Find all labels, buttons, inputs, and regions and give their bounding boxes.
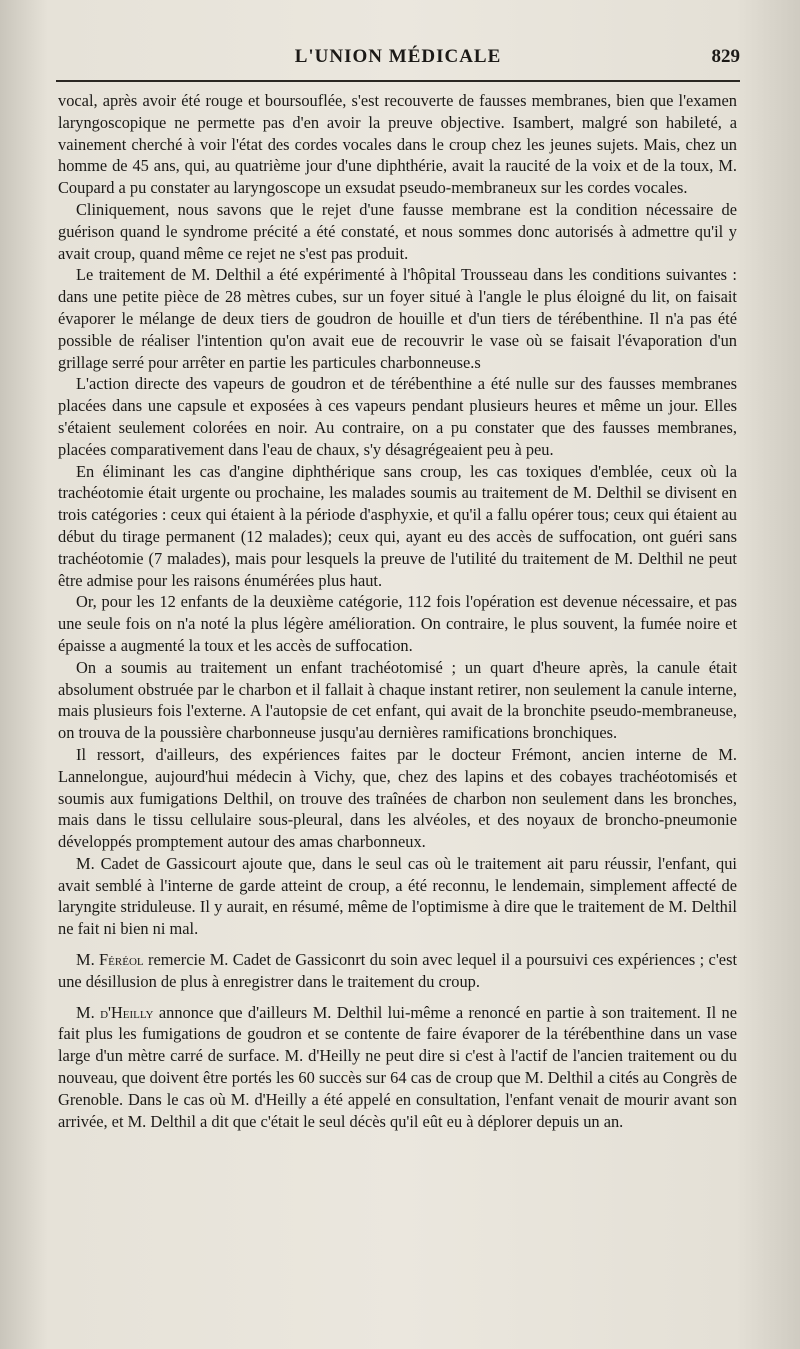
running-title: L'UNION MÉDICALE — [294, 46, 502, 67]
paragraph: Le traitement de M. Delthil a été expérimenté à l'hôpital Trousseau dans les conditions suivantes : dans une petite pièce de 28 mètres cubes, sur un foyer situé à l'angle le plus éloigné du lit, on faisait évaporer le mélange de deux tiers de goudron de houille et d'un tiers de térébenthine. Il n'a pas été possible de réaliser l'intention qu'on avait eue de recouvrir le vase où se faisait l'évaporation d'un grillage serré pour arrêter en partie les particules charbonneuse.s — [58, 265, 737, 372]
body-text — [58, 90, 737, 1132]
paragraph: M. Cadet de Gassicourt ajoute que, dans le seul cas où le traitement ait paru réussir, l'enfant, qui avait semblé à l'interne de garde atteint de croup, a été reconnu, le lendemain, simplement affecté de laryngite striduleuse. Il y aurait, en résumé, même de l'optimisme à dire que le traitement de M. Delthil ne fait ni bien ni mal. — [58, 853, 737, 939]
paragraph: Cliniquement, nous savons que le rejet d'une fausse membrane est la condition nécessaire de guérison quand le syndrome précité a été constaté, et nous sommes donc autorisés à admettre qu'il y avait croup, quand même ce rejet ne s'est pas produit. — [58, 199, 737, 263]
paragraph: Or, pour les 12 enfants de la deuxième catégorie, 112 fois l'opération est devenue nécessaire, et pas une seule fois on n'a noté la plus légère amélioration. On contraire, le plus souvent, la fumée noire et épaisse a augmenté la toux et les accès de suffocation. — [58, 592, 737, 655]
speech-paragraph — [58, 1002, 737, 1133]
speech-paragraph — [58, 949, 737, 993]
speaker-name: M. d'Heilly — [76, 1002, 154, 1022]
header-rule — [56, 80, 740, 82]
speech-text: annonce que d'ailleurs M. Delthil lui-même a renoncé en partie à son traitement. Il ne fait plus les fumigations de goudron et se contente de faire évaporer de la térébenthine dans un vase large d'un mètre carré de surface. M. d'Heilly ne peut dire si c'est à l'actif de l'ancien traitement ou du nouveau, que doivent être portés les 60 succès sur 64 cas de croup que M. Delthil a cités au Congrès de Grenoble. Dans le cas où M. d'Heilly a été appelé en consultation, l'enfant venait de mourir avant son arrivée, et M. Delthil a dit que c'était le seul décès qu'il eût eu à déplorer depuis un an. — [58, 1002, 738, 1131]
page-number: 829 — [711, 46, 740, 67]
speaker-name: M. Féréol — [76, 950, 144, 970]
page-header — [56, 44, 740, 74]
paragraph: En éliminant les cas d'angine diphthérique sans croup, les cas toxiques d'emblée, ceux où la trachéotomie était urgente ou prochaine, les malades soumis au traitement de M. Delthil se divisent en trois catégories : ceux qui étaient à la période d'asphyxie, et qu'il a fallu opérer tous; ceux qui étaient au début du tirage permanent (12 malades); ceux qui, ayant eu des accès de suffocation, ont guéri sans trachéotomie (7 malades), mais pour lesquels la preuve de l'utilité du traitement de M. Delthil ne peut être admise pour les raisons énumérées plus haut. — [58, 461, 737, 590]
paragraph: On a soumis au traitement un enfant trachéotomisé ; un quart d'heure après, la canule était absolument obstruée par le charbon et il fallait à chaque instant retirer, non seulement la canule interne, mais plusieurs fois l'externe. A l'autopsie de cet enfant, qui avait de la bronchite pseudo-membraneuse, on trouva de la poussière charbonneuse jusqu'au dernières ramifications bronchiques. — [58, 657, 737, 743]
speech-text: remercie M. Cadet de Gassiconrt du soin avec lequel il a poursuivi ces expériences ; c'est une désillusion de plus à enregistrer dans le traitement du croup. — [58, 950, 737, 991]
paragraph: L'action directe des vapeurs de goudron et de térébenthine a été nulle sur des fausses membranes placées dans une capsule et exposées à ces vapeurs pendant plusieurs heures et même un jour. Elles s'étaient seulement colorées en noir. Au contraire, on a pu constater que des fausses membranes, placées comparativement dans l'eau de chaux, s'y désagrégeaient peu à peu. — [58, 374, 737, 459]
paragraph: Il ressort, d'ailleurs, des expériences faites par le docteur Frémont, ancien interne de M. Lannelongue, aujourd'hui médecin à Vichy, que, chez des lapins et des cobayes trachéotomisés et soumis aux fumigations Delthil, on trouve des traînées de charbon non seulement dans les bronches, mais dans le tissu cellulaire sous-pleural, dans les alvéoles, et des noyaux de broncho-pneumonie développés promptement autour des amas charbonneux. — [58, 744, 737, 852]
paragraph: vocal, après avoir été rouge et boursouflée, s'est recouverte de fausses membranes, bien que l'examen laryngoscopique ne permette pas d'en avoir la preuve objective. Isambert, malgré son habileté, a vainement cherché à voir l'état des cordes vocales dans le croup chez les jeunes sujets. Mais, chez un homme de 45 ans, qui, au quatrième jour d'une diphthérie, avait la raucité de la voix et de la toux, M. Coupard a pu constater au laryngoscope un exsudat pseudo-membraneux sur les cordes vocales. — [58, 91, 737, 198]
